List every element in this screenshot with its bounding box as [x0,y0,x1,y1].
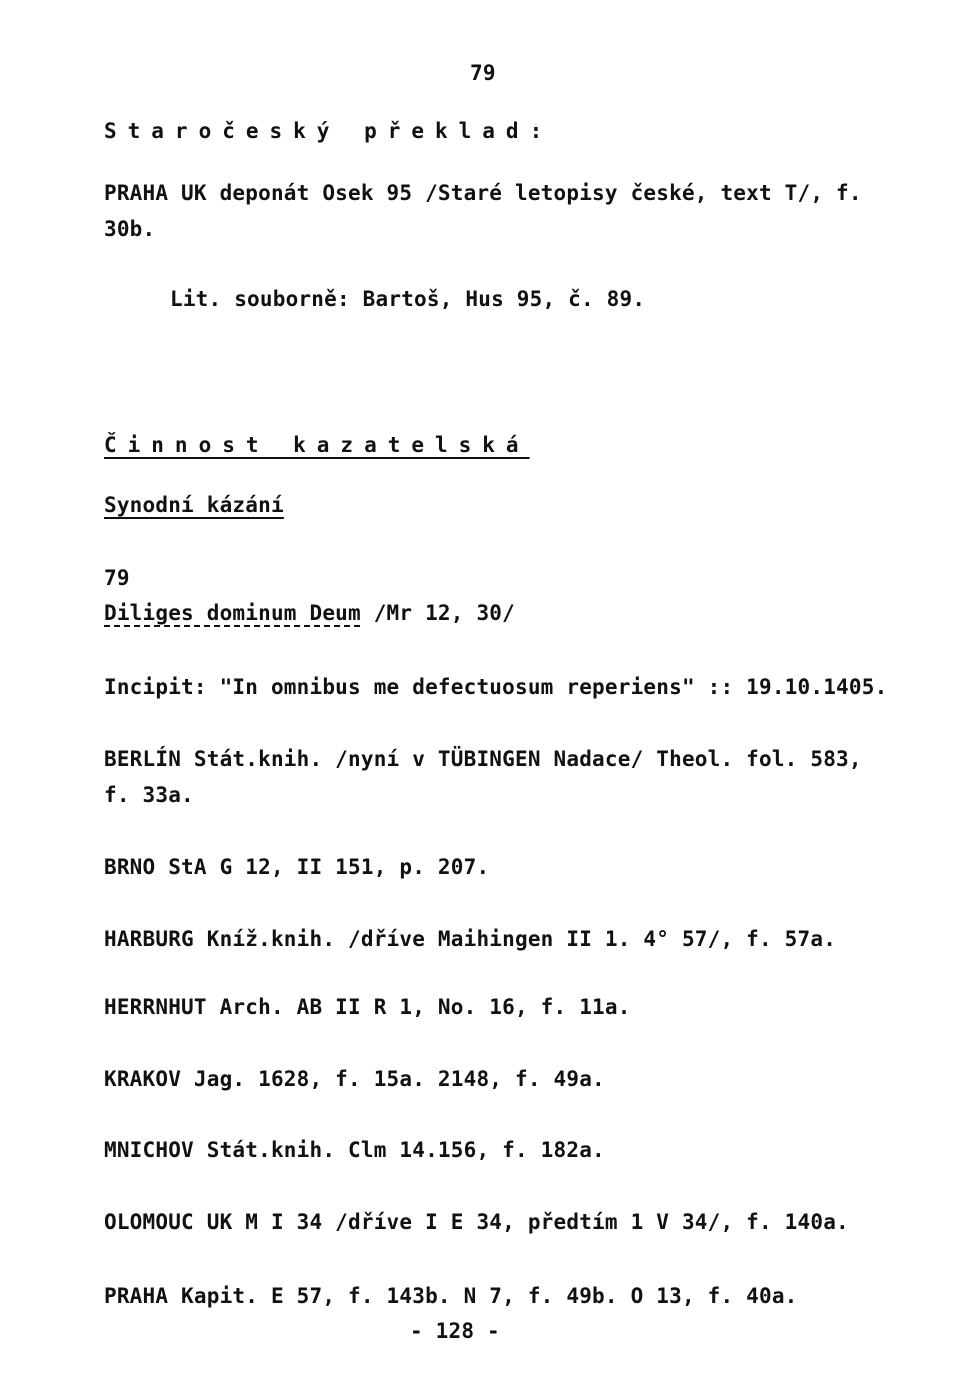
entry-title [104,600,515,626]
manuscript-line: BRNO StA G 12, II 151, p. 207. [104,855,490,879]
manuscript-line: HARBURG Kníž.knih. /dříve Maihingen II 1. 4° 57/, f. 57a. [104,927,837,951]
literature-reference: Lit. souborně: Bartoš, Hus 95, č. 89. [170,287,646,311]
manuscript-line: MNICHOV Stát.knih. Clm 14.156, f. 182a. [104,1138,605,1162]
manuscript-line: f. 33a. [104,783,194,807]
section-heading-translation: Staročeský překlad: [104,119,554,143]
entry-number: 79 [104,566,130,590]
entry-title-underlined: Diliges dominum Deum [104,601,361,625]
section-heading-preaching: Činnost kazatelská [104,433,530,457]
source-line: PRAHA UK deponát Osek 95 /Staré letopisy české, text T/, f. [104,181,862,205]
manuscript-line: KRAKOV Jag. 1628, f. 15a. 2148, f. 49a. [104,1067,605,1091]
entry-title-rest: /Mr 12, 30/ [360,601,515,625]
manuscript-line: OLOMOUC UK M I 34 /dříve I E 34, předtím 1 V 34/, f. 140a. [104,1210,849,1234]
manuscript-line: BERLÍN Stát.knih. /nyní v TÜBINGEN Nadace/ Theol. fol. 583, [104,747,862,771]
manuscript-line: PRAHA Kapit. E 57, f. 143b. N 7, f. 49b. O 13, f. 40a. [104,1284,798,1308]
page-number-bottom: - 128 - [410,1319,500,1343]
manuscript-line: HERRNHUT Arch. AB II R 1, No. 16, f. 11a. [104,995,631,1019]
subheading-synodal-sermons: Synodní kázání [104,493,284,517]
source-line-continuation: 30b. [104,217,156,241]
page-number-top: 79 [470,61,496,85]
incipit-line: Incipit: "In omnibus me defectuosum reperiens" :: 19.10.1405. [104,675,888,699]
